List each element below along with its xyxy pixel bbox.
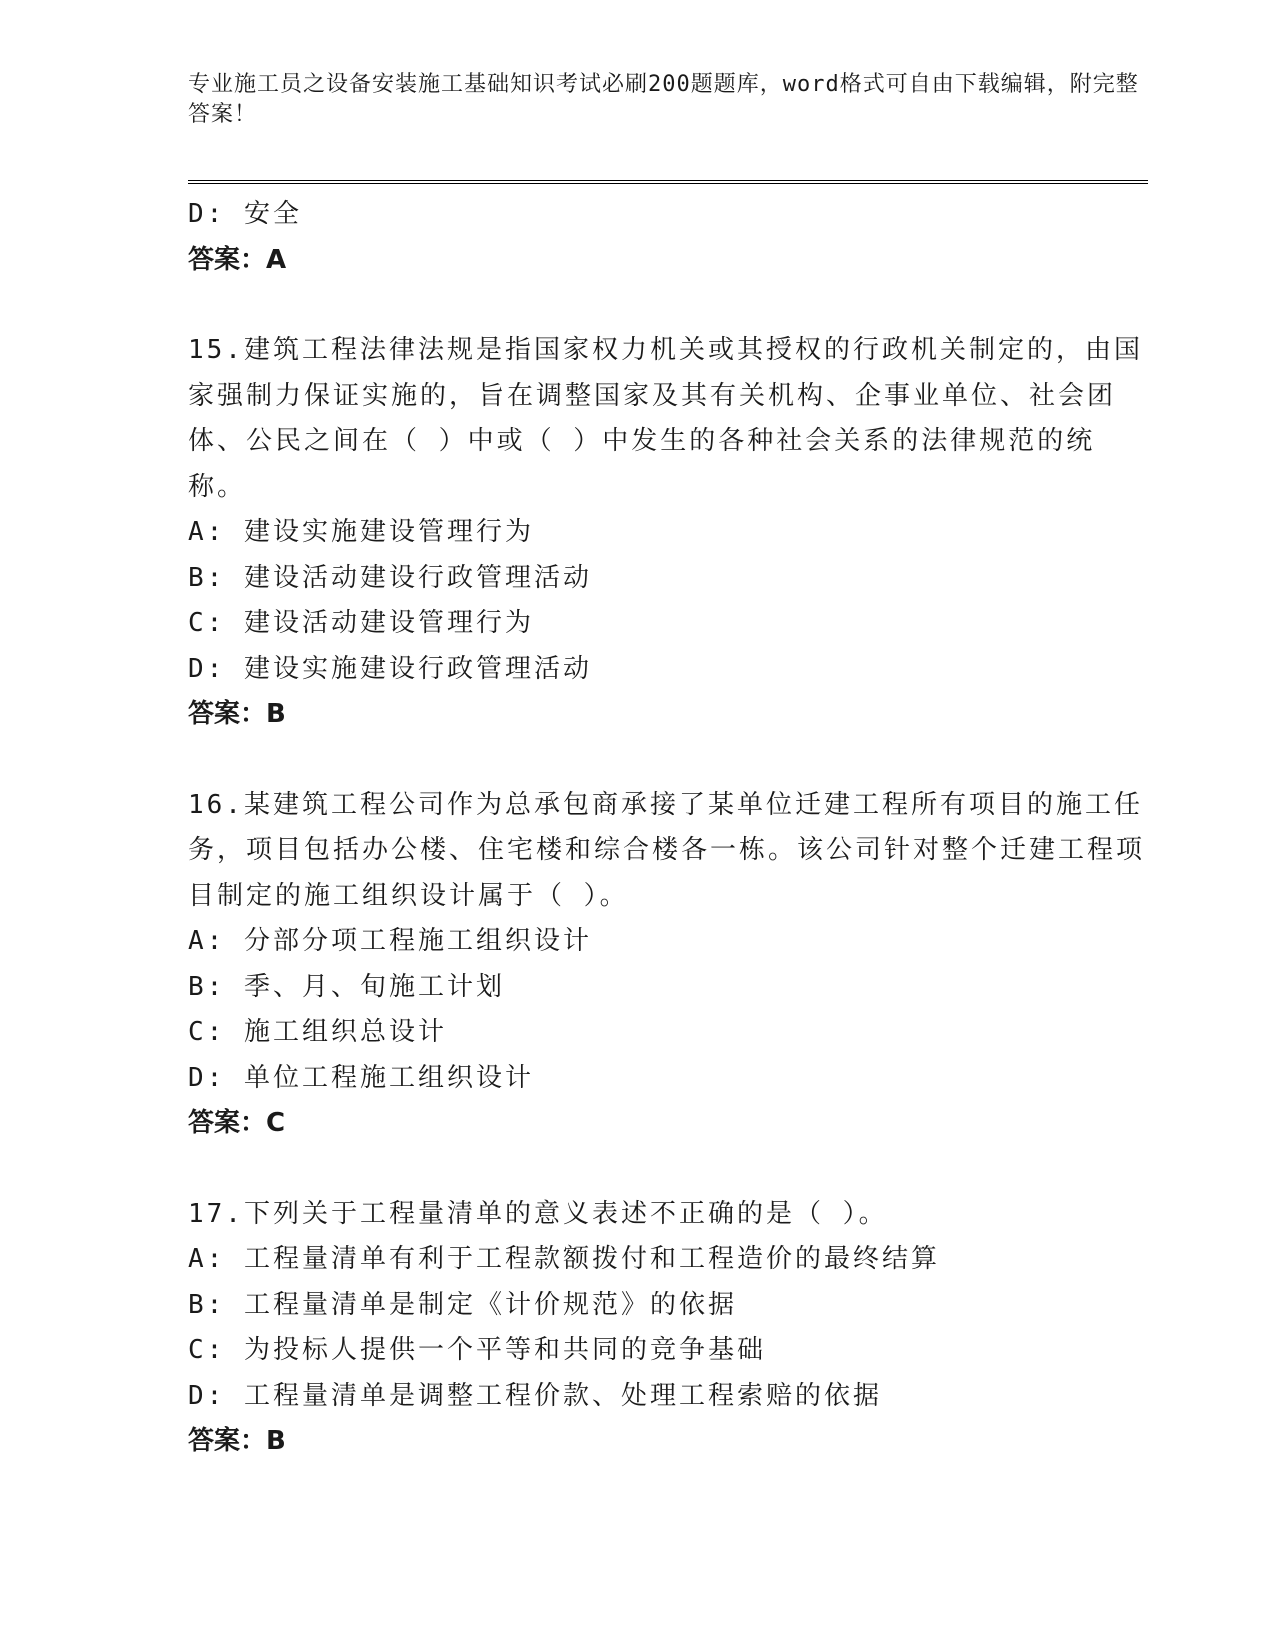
option-d: D: 工程量清单是调整工程价款、处理工程索赔的依据 [188, 1380, 882, 1411]
option-d: D: 单位工程施工组织设计 [188, 1062, 534, 1093]
option-c: C: 建设活动建设管理行为 [188, 608, 534, 638]
question-stem: 15.建筑工程法律法规是指国家权力机关或其授权的行政机关制定的，由国家强制力保证实施的，旨在调整国家及其有关机构、企事业单位、社会团体、公民之间在（ ）中或（ ）中发生的各种社会关系的法律规范的统称。 [188, 335, 1143, 502]
option-c: C: 施工组织总设计 [188, 1017, 447, 1047]
option-c: C: 为投标人提供一个平等和共同的竞争基础 [188, 1335, 766, 1365]
header-divider [188, 180, 1148, 184]
question-stem: 17.下列关于工程量清单的意义表述不正确的是（ ）。 [188, 1198, 888, 1229]
option-d: D: 建设实施建设行政管理活动 [188, 653, 592, 684]
question-15 [188, 328, 1148, 738]
question-stem: 16.某建筑工程公司作为总承包商承接了某单位迁建工程所有项目的施工任务，项目包括办公楼、住宅楼和综合楼各一栋。该公司针对整个迁建工程项目制定的施工组织设计属于（ ）。 [188, 789, 1146, 911]
spacer [188, 283, 1148, 328]
prev-option-d: D: 安全 [188, 199, 302, 229]
option-a: A: 分部分项工程施工组织设计 [188, 926, 592, 956]
option-b: B: 建设活动建设行政管理活动 [188, 562, 592, 593]
option-a: A: 建设实施建设管理行为 [188, 517, 534, 547]
option-b: B: 工程量清单是制定《计价规范》的依据 [188, 1289, 737, 1320]
prev-answer: 答案：A [188, 244, 287, 275]
document-page [188, 70, 1148, 1465]
spacer [188, 1147, 1148, 1192]
answer: 答案：C [188, 1108, 286, 1138]
option-b: B: 季、月、旬施工计划 [188, 971, 505, 1002]
question-17 [188, 1192, 1148, 1465]
answer: 答案：B [188, 699, 286, 729]
option-a: A: 工程量清单有利于工程款额拨付和工程造价的最终结算 [188, 1244, 940, 1274]
question-16 [188, 783, 1148, 1147]
document-header: 专业施工员之设备安装施工基础知识考试必刷200题题库，word格式可自由下载编辑，附完整答案！ [188, 72, 1139, 127]
answer: 答案：B [188, 1426, 286, 1456]
spacer [188, 738, 1148, 783]
